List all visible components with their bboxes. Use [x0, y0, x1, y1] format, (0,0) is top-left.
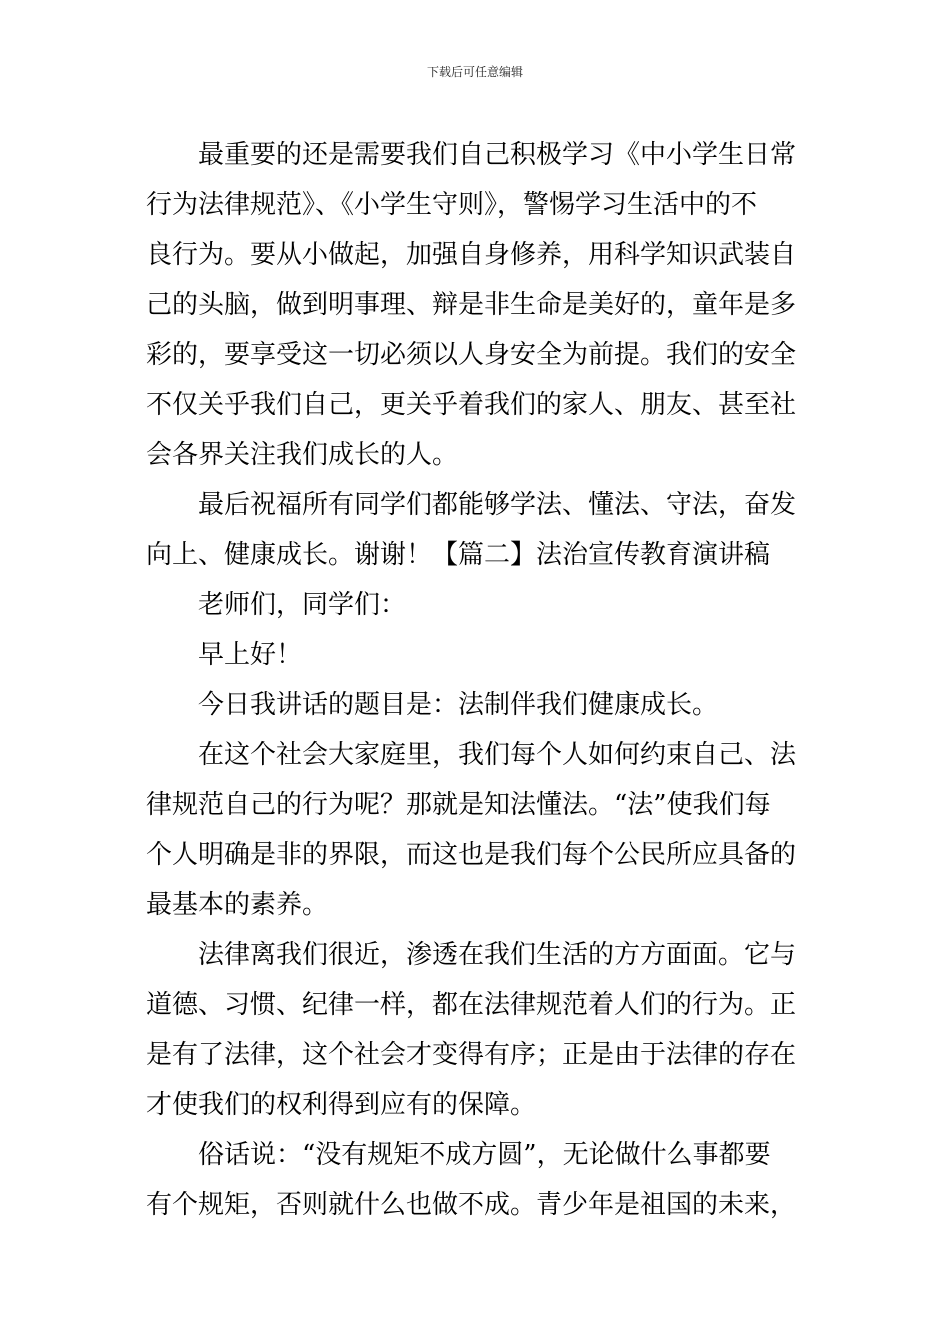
text-line: 不仅关乎我们自己，更关乎着我们的家人、朋友、甚至社	[146, 390, 797, 420]
text-line: 才使我们的权利得到应有的保障。	[146, 1090, 537, 1120]
paragraph-4	[146, 630, 806, 680]
paragraph-3	[146, 580, 806, 630]
text-line: 个人明确是非的界限，而这也是我们每个公民所应具备的	[146, 840, 797, 870]
text-line: 老师们，同学们：	[198, 590, 407, 620]
text-line: 最重要的还是需要我们自己积极学习《中小学生日常	[198, 140, 797, 170]
text-line: 律规范自己的行为呢？那就是知法懂法。“法”使我们每	[146, 790, 771, 820]
paragraph-5	[146, 680, 806, 730]
text-line: 彩的，要享受这一切必须以人身安全为前提。我们的安全	[146, 340, 797, 370]
text-line: 行为法律规范》、《小学生守则》，警惕学习生活中的不	[146, 190, 758, 220]
text-line: 今日我讲话的题目是：法制伴我们健康成长。	[198, 690, 719, 720]
paragraph-1	[146, 130, 806, 480]
paragraph-6	[146, 730, 806, 930]
text-line: 法律离我们很近，渗透在我们生活的方方面面。它与	[198, 940, 797, 970]
text-line: 向上、健康成长。谢谢！【篇二】法治宣传教育演讲稿	[146, 540, 771, 570]
text-line: 俗话说：“没有规矩不成方圆”，无论做什么事都要	[198, 1140, 771, 1170]
text-line: 是有了法律，这个社会才变得有序；正是由于法律的存在	[146, 1040, 797, 1070]
text-line: 己的头脑，做到明事理、辩是非生命是美好的，童年是多	[146, 290, 797, 320]
page-header-note: 下载后可任意编辑	[426, 65, 523, 79]
text-line: 早上好！	[198, 640, 303, 670]
document-body	[146, 130, 806, 1230]
paragraph-2	[146, 480, 806, 580]
paragraph-8	[146, 1130, 806, 1230]
text-line: 良行为。要从小做起，加强自身修养，用科学知识武装自	[146, 240, 797, 270]
text-line: 会各界关注我们成长的人。	[146, 440, 459, 470]
paragraph-7	[146, 930, 806, 1130]
text-line: 在这个社会大家庭里，我们每个人如何约束自己、法	[198, 740, 797, 770]
text-line: 最基本的素养。	[146, 890, 329, 920]
text-line: 最后祝福所有同学们都能够学法、懂法、守法，奋发	[198, 490, 797, 520]
text-line: 道德、习惯、纪律一样，都在法律规范着人们的行为。正	[146, 990, 797, 1020]
text-line: 有个规矩，否则就什么也做不成。青少年是祖国的未来，	[146, 1190, 797, 1220]
